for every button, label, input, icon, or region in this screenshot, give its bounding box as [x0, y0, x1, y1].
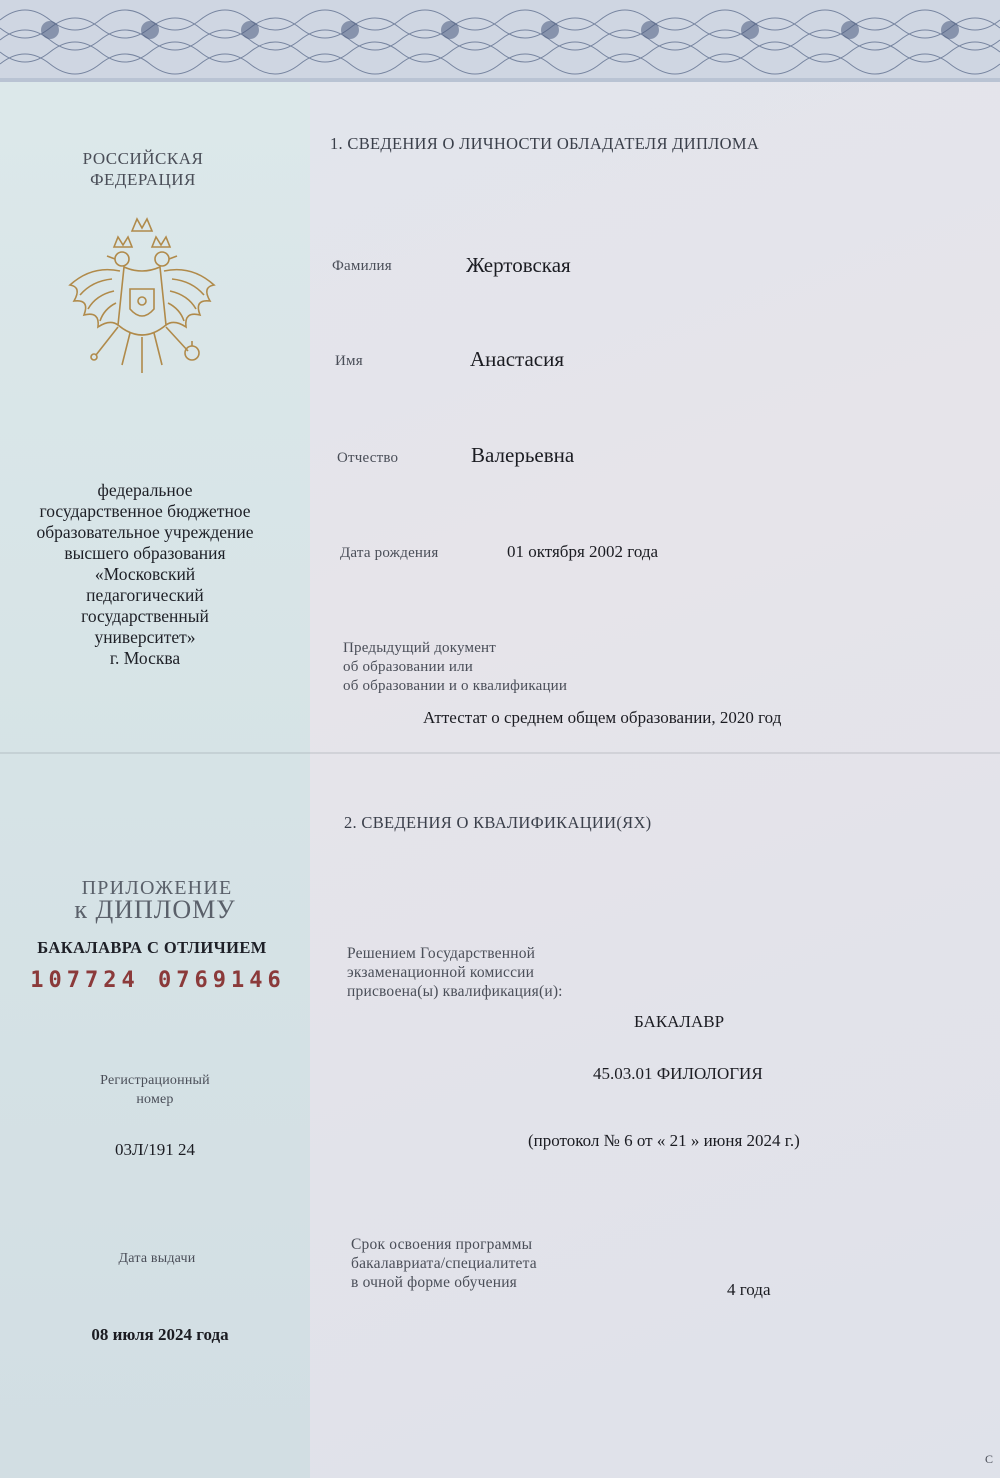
institution-name: федеральное государственное бюджетное образовательное учреждение высшего образования «Московский педагогический государственный университет» г. Москва	[36, 480, 254, 668]
degree-type: БАКАЛАВРА С ОТЛИЧИЕМ	[37, 938, 267, 957]
study-term-value: 4 года	[727, 1280, 771, 1299]
previous-document-value: Аттестат о среднем общем образовании, 2020 год	[423, 708, 782, 727]
surname-label: Фамилия	[332, 258, 392, 274]
qualification-value: БАКАЛАВР	[634, 1012, 725, 1031]
specialty-value: 45.03.01 ФИЛОЛОГИЯ	[593, 1064, 763, 1083]
double-headed-eagle-icon	[62, 215, 222, 385]
issue-date-label: Дата выдачи	[118, 1251, 196, 1266]
name-value: Анастасия	[470, 347, 565, 371]
study-term-label: Срок освоения программы бакалавриата/специалитета в очной форме обучения	[351, 1236, 537, 1291]
name-label: Имя	[335, 353, 363, 369]
patronymic-value: Валерьевна	[471, 443, 575, 467]
previous-document-label: Предыдущий документ об образовании или об образовании и о квалификации	[343, 640, 568, 694]
registration-label: Регистрационный номер	[100, 1073, 210, 1107]
birth-date-label: Дата рождения	[340, 545, 439, 561]
section2-title: 2. СВЕДЕНИЯ О КВАЛИФИКАЦИИ(ЯХ)	[344, 813, 652, 832]
country-name: РОССИЙСКАЯ ФЕДЕРАЦИЯ	[82, 149, 204, 189]
page-fold	[0, 752, 1000, 754]
patronymic-label: Отчество	[337, 450, 399, 466]
guilloche-border	[0, 0, 1000, 82]
birth-date-value: 01 октября 2002 года	[507, 542, 659, 561]
commission-decision-label: Решением Государственной экзаменационной комиссии присвоена(ы) квалификация(и):	[347, 945, 563, 1000]
surname-value: Жертовская	[466, 253, 571, 277]
appendix-title: ПРИЛОЖЕНИЕ	[81, 877, 233, 899]
section1-title: 1. СВЕДЕНИЯ О ЛИЧНОСТИ ОБЛАДАТЕЛЯ ДИПЛОМА	[330, 134, 760, 153]
appendix-subtitle: к ДИПЛОМУ	[74, 895, 236, 924]
corner-mark: С	[985, 1452, 994, 1466]
protocol-value: (протокол № 6 от « 21 » июня 2024 г.)	[528, 1131, 800, 1150]
issue-date: 08 июля 2024 года	[91, 1325, 229, 1344]
serial-number: 107724 0769146	[30, 968, 286, 993]
registration-number: 03Л/191 24	[114, 1140, 196, 1159]
